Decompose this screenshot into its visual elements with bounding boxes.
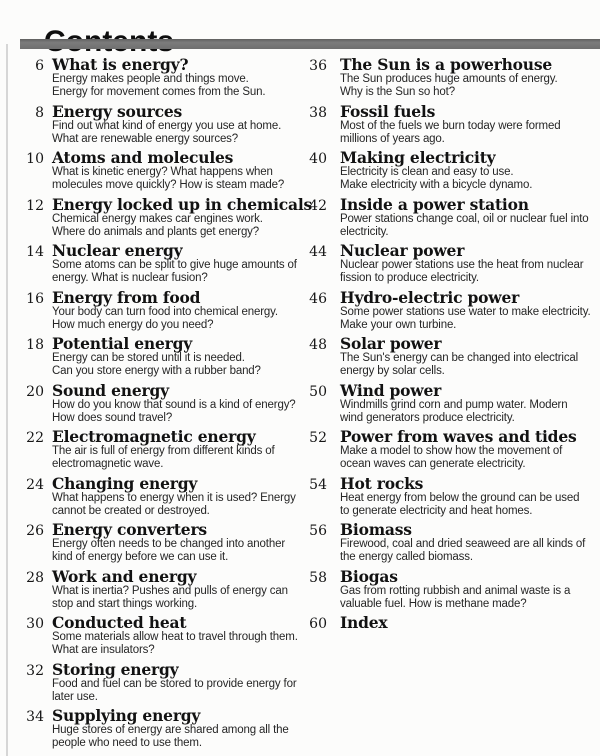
entry-title: The Sun is a powerhouse	[340, 55, 553, 74]
entry-description-line: Heat energy from below the ground can be used	[340, 491, 580, 504]
toc-entry	[303, 475, 600, 518]
entry-description-line: Food and fuel can be stored to provide energy for	[52, 677, 297, 690]
entry-description-line: the energy called biomass.	[340, 551, 473, 563]
entry-description-line: Some atoms can be split to give huge amounts of	[52, 259, 297, 271]
toc-entry	[303, 521, 600, 564]
entry-title: Atoms and molecules	[52, 148, 234, 167]
entry-description-line: What is inertia? Pushes and pulls of energy can	[52, 584, 288, 597]
entry-title: Nuclear energy	[52, 241, 183, 260]
toc-entry	[20, 242, 303, 285]
page-number: 54	[309, 476, 327, 493]
entry-description-line: Some power stations use water to make electricity.	[340, 305, 591, 318]
entry-description-line: molecules move quickly? How is steam made?	[52, 179, 285, 191]
entry-description-line: Gas from rotting rubbish and animal waste is a	[340, 584, 571, 597]
toc-entry	[20, 149, 303, 192]
entry-description-line: Energy often needs to be changed into another	[52, 538, 286, 550]
entry-description-line: Most of the fuels we burn today were formed	[340, 119, 561, 132]
entry-description-line: electricity.	[340, 225, 389, 238]
entry-title: Power from waves and tides	[340, 427, 577, 446]
entry-description-line: Where do animals and plants get energy?	[52, 225, 260, 238]
entry-description-line: Energy can be stored until it is needed.	[52, 352, 245, 364]
entry-description-line: Chemical energy makes car engines work.	[52, 212, 263, 225]
page-number: 44	[309, 244, 327, 260]
page-number: 18	[26, 337, 44, 353]
entry-description-line: cannot be created or destroyed.	[52, 504, 210, 517]
entry-description-line: people who need to use them.	[52, 737, 202, 749]
page-number: 34	[26, 709, 44, 725]
entry-description-line: The Sun produces huge amounts of energy.	[340, 73, 558, 85]
entry-description-line: Why is the Sun so hot?	[340, 86, 455, 98]
page-number: 26	[26, 523, 44, 539]
entry-description-line: Your body can turn food into chemical energy.	[52, 305, 278, 318]
entry-description-line: Firewood, coal and dried seaweed are all kinds of	[340, 538, 586, 550]
toc-entry	[20, 335, 303, 378]
page-number: 8	[35, 104, 44, 121]
entry-description-line: to generate electricity and heat homes.	[340, 504, 533, 517]
toc-entry	[20, 56, 303, 99]
toc-entry	[20, 661, 303, 704]
entry-title: Biomass	[340, 520, 412, 539]
entry-description-line: energy. What is nuclear fusion?	[52, 272, 208, 284]
entry-description-line: Energy makes people and things move.	[52, 73, 249, 85]
entry-description-line: Windmills grind corn and pump water. Modern	[340, 398, 568, 411]
toc-entry	[20, 103, 303, 146]
entry-title: Storing energy	[52, 659, 179, 679]
entry-description-line: kind of energy before we can use it.	[52, 551, 229, 563]
page-number: 36	[309, 58, 327, 74]
page-number: 6	[35, 58, 44, 74]
entry-description-line: energy by solar cells.	[340, 365, 445, 377]
entry-description-line: Make electricity with a bicycle dynamo.	[340, 179, 533, 191]
page-number: 20	[26, 383, 44, 400]
toc-column-right	[303, 56, 600, 754]
entry-description-line: The air is full of energy from different kinds of	[52, 445, 275, 457]
entry-description-line: The Sun's energy can be changed into electrical	[340, 352, 579, 364]
entry-title: Wind power	[340, 380, 442, 400]
entry-description-line: Make your own turbine.	[340, 318, 457, 331]
toc-entry	[20, 475, 303, 518]
toc-entry	[20, 568, 303, 611]
entry-description-line: later use.	[52, 690, 98, 703]
entry-title: Hydro-electric power	[340, 287, 520, 307]
entry-description-line: millions of years ago.	[340, 132, 445, 145]
entry-description-line: Energy for movement comes from the Sun.	[52, 86, 266, 98]
page-number: 10	[26, 151, 44, 167]
page-number: 42	[309, 197, 327, 214]
page-number: 40	[309, 151, 327, 167]
entry-title: Energy sources	[52, 101, 183, 121]
entry-description-line: Some materials allow heat to travel through them.	[52, 631, 298, 643]
entry-title: Changing energy	[52, 473, 198, 493]
entry-description-line: What is kinetic energy? What happens when	[52, 166, 273, 178]
entry-title: Biogas	[340, 566, 398, 586]
page-number: 52	[309, 430, 327, 446]
page-number: 30	[26, 616, 44, 632]
entry-description-line: Electricity is clean and easy to use.	[340, 166, 514, 178]
entry-title: Hot rocks	[340, 473, 424, 493]
toc-entry	[303, 382, 600, 425]
entry-description-line: Find out what kind of energy you use at home.	[52, 119, 282, 132]
toc-entry	[303, 103, 600, 146]
page-number: 14	[26, 244, 44, 260]
entry-description-line: wind generators produce electricity.	[340, 411, 515, 424]
entry-description-line: Huge stores of energy are shared among all the	[52, 724, 289, 736]
toc-entry	[303, 614, 600, 632]
entry-title: Potential energy	[52, 334, 193, 353]
toc-entry	[20, 614, 303, 657]
toc-column-left	[20, 55, 313, 754]
entry-title: Work and energy	[52, 566, 197, 586]
toc-entry	[303, 428, 600, 471]
page-number: 28	[26, 569, 44, 586]
entry-description-line: fission to produce electricity.	[340, 272, 479, 284]
page-number: 22	[26, 430, 44, 446]
entry-title: Nuclear power	[340, 241, 465, 260]
entry-title: Fossil fuels	[340, 101, 436, 121]
toc-entry	[20, 707, 303, 750]
entry-title: What is energy?	[52, 55, 189, 74]
toc-entry	[20, 428, 303, 471]
page-number: 24	[26, 476, 44, 493]
toc-entry	[303, 568, 600, 611]
entry-description-line: Power stations change coal, oil or nuclear fuel into	[340, 212, 589, 225]
page-number: 50	[309, 383, 327, 400]
entry-description-line: stop and start things working.	[52, 597, 198, 610]
page-number: 48	[309, 337, 327, 353]
entry-title: Making electricity	[340, 148, 496, 167]
entry-description-line: How much energy do you need?	[52, 318, 214, 331]
page-number: 32	[26, 662, 44, 679]
toc-entry	[303, 335, 600, 378]
entry-title: Electromagnetic energy	[52, 427, 256, 446]
entry-description-line: valuable fuel. How is methane made?	[340, 597, 527, 610]
page-number: 46	[309, 290, 327, 307]
entry-description-line: Make a model to show how the movement of	[340, 445, 563, 457]
toc-entry	[20, 289, 303, 332]
entry-title: Sound energy	[52, 380, 169, 400]
entry-description-line: How do you know that sound is a kind of energy?	[52, 398, 296, 411]
page-edge-line	[6, 44, 8, 756]
toc-columns	[20, 56, 600, 754]
toc-entry	[20, 521, 303, 564]
page-number: 12	[26, 197, 44, 214]
entry-title: Energy from food	[52, 287, 201, 307]
entry-title: Energy converters	[52, 520, 207, 539]
toc-entry	[20, 194, 313, 239]
toc-entry	[303, 196, 600, 239]
entry-description-line: Nuclear power stations use the heat from nuclear	[340, 259, 584, 271]
entry-title: Supplying energy	[52, 706, 201, 725]
page-number: 38	[309, 104, 327, 121]
entry-description-line: How does sound travel?	[52, 411, 173, 424]
toc-entry	[303, 242, 600, 285]
toc-entry	[20, 382, 303, 425]
toc-entry	[303, 289, 600, 332]
entry-title: Inside a power station	[340, 194, 529, 214]
page-number: 56	[309, 523, 327, 539]
title-rule	[20, 39, 600, 49]
page-number: 16	[26, 290, 44, 307]
entry-description-line: What happens to energy when it is used? Energy	[52, 491, 296, 504]
entry-title: Solar power	[340, 334, 442, 353]
toc-entry	[303, 56, 600, 99]
entry-title: Energy locked up in chemicals	[52, 194, 313, 214]
page-number: 58	[309, 569, 327, 586]
page-number: 60	[309, 616, 327, 632]
entry-description-line: What are insulators?	[52, 644, 155, 656]
entry-description-line: What are renewable energy sources?	[52, 132, 239, 145]
toc-entry	[303, 149, 600, 192]
entry-description-line: Can you store energy with a rubber band?	[52, 365, 261, 377]
entry-description-line: ocean waves can generate electricity.	[340, 458, 526, 470]
entry-title: Index	[340, 613, 388, 632]
entry-title: Conducted heat	[52, 613, 187, 632]
entry-description-line: electromagnetic wave.	[52, 458, 164, 470]
